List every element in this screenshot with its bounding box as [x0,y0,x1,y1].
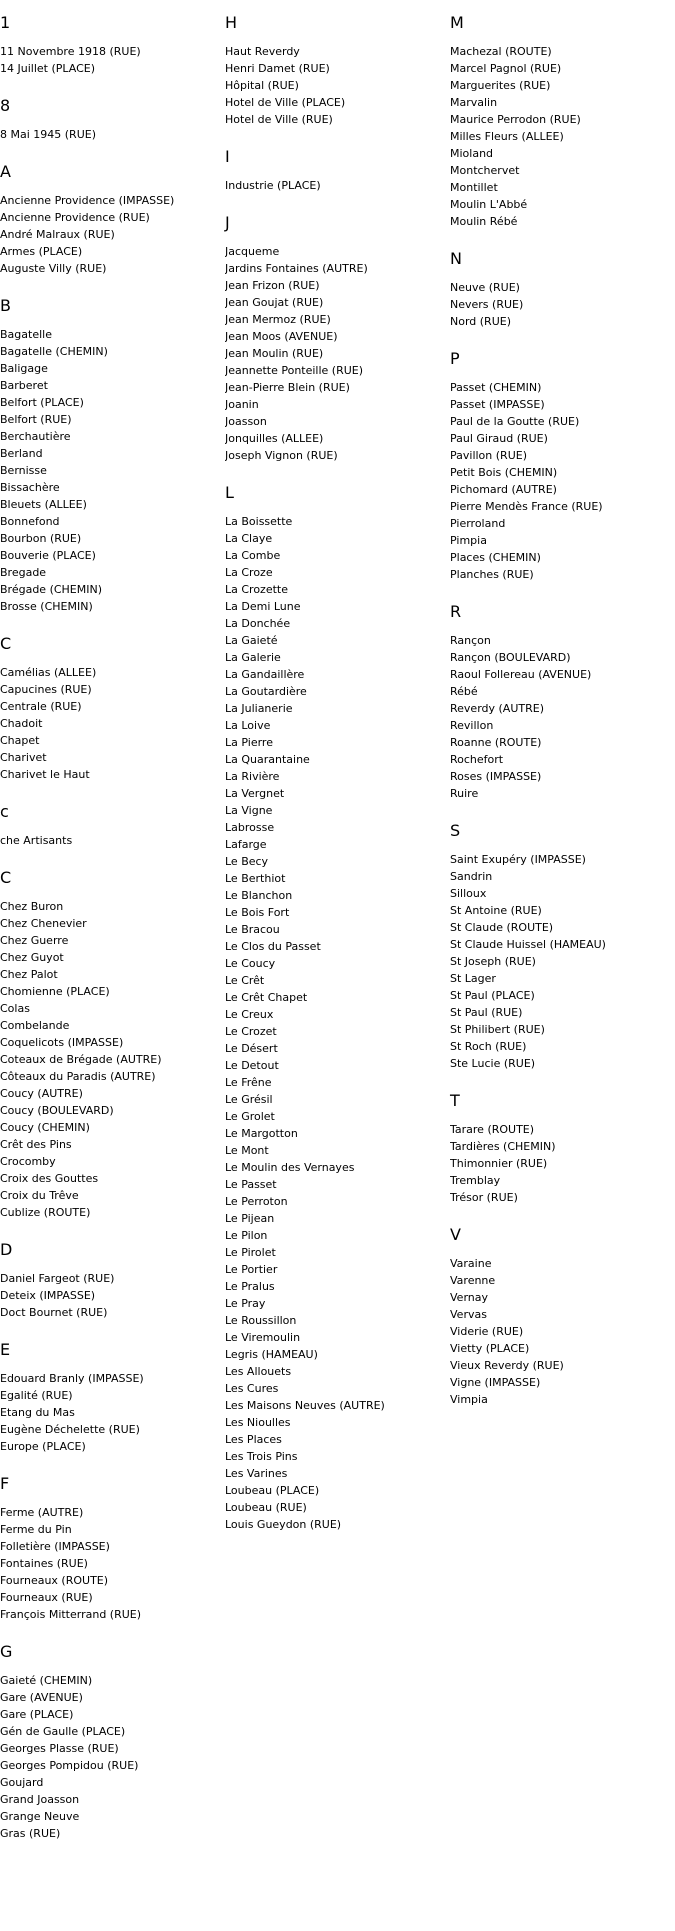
street-name: Vimpia [450,1393,488,1406]
street-name: Vigne (IMPASSE) [450,1376,541,1389]
street-list [225,243,447,464]
street-name: Brosse (CHEMIN) [0,600,93,613]
street-name: Bissachère [0,481,60,494]
street-name: Jean Moulin (RUE) [225,347,324,360]
street-name: Tarare (ROUTE) [450,1123,535,1136]
street-name: La Loive [225,719,271,732]
street-name: Bourbon (RUE) [0,532,82,545]
street-list [0,1370,222,1455]
street-name: Le Pilon [225,1229,268,1242]
street-name: Sandrin [450,870,493,883]
street-name: Fontaines (RUE) [0,1557,88,1570]
street-name: Deteix (IMPASSE) [0,1289,96,1302]
street-name: Combelande [0,1019,70,1032]
street-name: Bregade [0,566,47,579]
street-name: Rançon (BOULEVARD) [450,651,571,664]
street-name: Le Crêt [225,974,265,987]
street-name: Bouverie (PLACE) [0,549,96,562]
street-name: Nevers (RUE) [450,298,524,311]
street-name: Berchautière [0,430,71,443]
street-name: Le Berthiot [225,872,286,885]
street-name: Folletière (IMPASSE) [0,1540,110,1553]
street-name: Charivet le Haut [0,768,90,781]
street-name: Jeannette Ponteille (RUE) [225,364,364,377]
street-name: Edouard Branly (IMPASSE) [0,1372,144,1385]
street-name: André Malraux (RUE) [0,228,115,241]
street-name: Le Clos du Passet [225,940,321,953]
street-list [0,326,222,615]
street-name: Côteaux du Paradis (AUTRE) [0,1070,156,1083]
letter-heading: J [225,213,230,232]
street-name: Tardières (CHEMIN) [450,1140,556,1153]
street-name: Colas [0,1002,30,1015]
street-name: Le Portier [225,1263,278,1276]
street-name: Nord (RUE) [450,315,511,328]
street-name: Jean Frizon (RUE) [225,279,320,292]
street-name: Pierre Mendès France (RUE) [450,500,603,513]
street-name: Ferme du Pin [0,1523,72,1536]
letter-group [0,855,222,1227]
street-name: Coteaux de Brégade (AUTRE) [0,1053,162,1066]
street-name: Le Pray [225,1297,266,1310]
letter-heading: E [0,1340,11,1359]
street-index-column-2 [225,0,447,1539]
street-name: Pierroland [450,517,506,530]
street-name: Jean Goujat (RUE) [225,296,324,309]
street-name: Le Viremoulin [225,1331,301,1344]
street-name: Hôpital (RUE) [225,79,299,92]
letter-group [0,0,222,83]
street-name: St Claude (ROUTE) [450,921,554,934]
street-name: La Rivière [225,770,280,783]
street-name: Pavillon (RUE) [450,449,527,462]
letter-group [0,621,222,789]
letter-heading: V [450,1225,461,1244]
street-name: Petit Bois (CHEMIN) [450,466,558,479]
street-name: Le Désert [225,1042,278,1055]
street-name: Bernisse [0,464,47,477]
street-name: Coucy (AUTRE) [0,1087,83,1100]
street-name: La Donchée [225,617,291,630]
street-name: Croix des Gouttes [0,1172,99,1185]
street-name: Trésor (RUE) [450,1191,518,1204]
street-name: Saint Exupéry (IMPASSE) [450,853,586,866]
street-name: Jonquilles (ALLEE) [225,432,324,445]
street-name: Thimonnier (RUE) [450,1157,548,1170]
street-list [0,664,222,783]
street-name: St Claude Huissel (HAMEAU) [450,938,606,951]
street-name: Joseph Vignon (RUE) [225,449,338,462]
street-name: Georges Plasse (RUE) [0,1742,119,1755]
street-name: La Vigne [225,804,273,817]
street-name: Gén de Gaulle (PLACE) [0,1725,126,1738]
street-name: Le Passet [225,1178,277,1191]
street-name: Le Roussillon [225,1314,297,1327]
letter-group [0,1327,222,1461]
street-name: La Croze [225,566,273,579]
street-name: Joasson [225,415,267,428]
street-list [450,851,672,1072]
street-name: Places (CHEMIN) [450,551,541,564]
street-list [450,632,672,802]
street-list [0,1672,222,1842]
letter-heading: A [0,162,11,181]
letter-group [225,470,447,1539]
street-list [0,1504,222,1623]
letter-heading: S [450,821,461,840]
street-name: Le Coucy [225,957,276,970]
street-name: La Quarantaine [225,753,310,766]
letter-group [450,0,672,236]
street-name: Montchervet [450,164,520,177]
street-name: Lafarge [225,838,267,851]
letter-group [450,808,672,1078]
street-name: Neuve (RUE) [450,281,520,294]
street-name: St Philibert (RUE) [450,1023,545,1036]
street-name: Vervas [450,1308,487,1321]
street-list [0,192,222,277]
street-index-column-1 [0,0,222,1848]
street-name: Tremblay [450,1174,501,1187]
street-list [0,898,222,1221]
street-name: Jacqueme [225,245,280,258]
street-name: Les Varines [225,1467,288,1480]
street-name: Le Bois Fort [225,906,290,919]
street-name: Grange Neuve [0,1810,80,1823]
street-name: Reverdy (AUTRE) [450,702,544,715]
street-name: Haut Reverdy [225,45,300,58]
street-name: Bonnefond [0,515,60,528]
street-name: Joanin [225,398,259,411]
street-name: Barberet [0,379,48,392]
street-name: Le Creux [225,1008,274,1021]
street-name: St Lager [450,972,496,985]
street-name: Cublize (ROUTE) [0,1206,91,1219]
street-list [450,1255,672,1408]
street-name: Belfort (RUE) [0,413,72,426]
street-name: La Goutardière [225,685,307,698]
street-list [450,379,672,583]
street-name: Rochefort [450,753,504,766]
street-name: Le Detout [225,1059,279,1072]
street-list [0,832,222,849]
street-name: Vernay [450,1291,488,1304]
street-name: Les Maisons Neuves (AUTRE) [225,1399,385,1412]
street-name: Ste Lucie (RUE) [450,1057,536,1070]
street-name: Capucines (RUE) [0,683,92,696]
street-name: Etang du Mas [0,1406,75,1419]
street-name: Machezal (ROUTE) [450,45,552,58]
street-name: Paul Giraud (RUE) [450,432,548,445]
street-name: Eugène Déchelette (RUE) [0,1423,140,1436]
street-name: Marvalin [450,96,498,109]
street-name: Le Pijean [225,1212,275,1225]
street-name: Loubeau (PLACE) [225,1484,320,1497]
street-name: Hotel de Ville (PLACE) [225,96,346,109]
street-name: Bagatelle (CHEMIN) [0,345,108,358]
street-name: Henri Damet (RUE) [225,62,330,75]
street-name: Le Margotton [225,1127,298,1140]
street-name: Chez Palot [0,968,58,981]
street-name: Berland [0,447,43,460]
street-name: Roses (IMPASSE) [450,770,542,783]
street-name: Le Crêt Chapet [225,991,308,1004]
street-name: Loubeau (RUE) [225,1501,307,1514]
street-name: Varaine [450,1257,492,1270]
street-name: Mioland [450,147,494,160]
street-name: Vietty (PLACE) [450,1342,530,1355]
letter-group [0,789,222,855]
street-name: Egalité (RUE) [0,1389,73,1402]
street-name: Ancienne Providence (IMPASSE) [0,194,175,207]
street-name: Pichomard (AUTRE) [450,483,557,496]
street-name: Passet (IMPASSE) [450,398,545,411]
street-name: Chomienne (PLACE) [0,985,110,998]
street-name: Croix du Trêve [0,1189,79,1202]
letter-group [225,200,447,470]
street-name: Le Pralus [225,1280,275,1293]
street-name: La Crozette [225,583,288,596]
street-list [450,279,672,330]
letter-heading: 8 [0,96,11,115]
street-list [450,1121,672,1206]
street-name: 11 Novembre 1918 (RUE) [0,45,141,58]
street-name: Marguerites (RUE) [450,79,551,92]
street-list [450,43,672,230]
street-name: Le Bracou [225,923,280,936]
letter-group [225,0,447,134]
street-name: 14 Juillet (PLACE) [0,62,96,75]
street-name: che Artisants [0,834,73,847]
street-name: Roanne (ROUTE) [450,736,542,749]
street-name: Rébé [450,685,478,698]
street-name: Ancienne Providence (RUE) [0,211,150,224]
street-name: Le Crozet [225,1025,277,1038]
letter-heading: M [450,13,464,32]
street-name: Le Grolet [225,1110,275,1123]
letter-heading: P [450,349,460,368]
street-list [225,513,447,1533]
street-name: Gras (RUE) [0,1827,61,1840]
street-name: Le Frêne [225,1076,272,1089]
street-name: Ruire [450,787,479,800]
letter-group [450,1212,672,1414]
street-name: Grand Joasson [0,1793,80,1806]
street-list [0,43,222,77]
street-name: Louis Gueydon (RUE) [225,1518,342,1531]
letter-heading: T [450,1091,460,1110]
street-name: Moulin Rébé [450,215,518,228]
street-name: Legris (HAMEAU) [225,1348,318,1361]
street-name: Les Allouets [225,1365,292,1378]
street-name: François Mitterrand (RUE) [0,1608,142,1621]
street-name: Paul de la Goutte (RUE) [450,415,580,428]
street-name: La Pierre [225,736,273,749]
street-name: Raoul Follereau (AVENUE) [450,668,592,681]
street-name: 8 Mai 1945 (RUE) [0,128,96,141]
letter-heading: c [0,802,9,821]
street-name: St Roch (RUE) [450,1040,527,1053]
street-name: Le Becy [225,855,269,868]
letter-heading: C [0,868,12,887]
letter-heading: H [225,13,238,32]
street-name: Le Perroton [225,1195,288,1208]
street-name: Camélias (ALLEE) [0,666,97,679]
street-name: Belfort (PLACE) [0,396,84,409]
street-name: La Julianerie [225,702,293,715]
street-index-column-3 [450,0,672,1414]
letter-heading: B [0,296,11,315]
street-name: Jean Moos (AVENUE) [225,330,338,343]
street-name: Maurice Perrodon (RUE) [450,113,581,126]
street-name: Georges Pompidou (RUE) [0,1759,139,1772]
street-name: Centrale (RUE) [0,700,82,713]
street-name: Silloux [450,887,487,900]
street-name: Bleuets (ALLEE) [0,498,87,511]
street-name: Chez Buron [0,900,64,913]
street-name: Le Mont [225,1144,269,1157]
letter-heading: I [225,147,230,166]
street-name: St Paul (RUE) [450,1006,523,1019]
street-name: Le Blanchon [225,889,293,902]
street-name: Chadoit [0,717,43,730]
street-name: Coquelicots (IMPASSE) [0,1036,124,1049]
street-name: Les Cures [225,1382,279,1395]
street-name: Gaieté (CHEMIN) [0,1674,93,1687]
street-name: Les Nioulles [225,1416,291,1429]
letter-heading: N [450,249,462,268]
letter-heading: R [450,602,462,621]
street-name: Chez Guyot [0,951,64,964]
street-name: Rançon [450,634,491,647]
letter-heading: G [0,1642,13,1661]
street-name: Industrie (PLACE) [225,179,321,192]
street-name: Crocomby [0,1155,56,1168]
street-name: Chez Guerre [0,934,69,947]
street-list [225,177,447,194]
street-name: Gare (AVENUE) [0,1691,83,1704]
letter-group [0,149,222,283]
letter-group [0,1461,222,1629]
street-name: La Vergnet [225,787,285,800]
street-name: Charivet [0,751,47,764]
street-name: Hotel de Ville (RUE) [225,113,333,126]
letter-heading: 1 [0,13,11,32]
street-name: St Paul (PLACE) [450,989,535,1002]
letter-group [0,283,222,621]
street-name: Armes (PLACE) [0,245,83,258]
street-name: La Gaieté [225,634,278,647]
street-name: La Boissette [225,515,293,528]
street-name: Les Places [225,1433,282,1446]
letter-group [450,1078,672,1212]
street-name: Coucy (CHEMIN) [0,1121,90,1134]
street-name: Crêt des Pins [0,1138,72,1151]
letter-group [450,589,672,808]
street-name: Viderie (RUE) [450,1325,524,1338]
street-name: Revillon [450,719,494,732]
street-name: Les Trois Pins [225,1450,298,1463]
street-name: Jardins Fontaines (AUTRE) [225,262,368,275]
street-name: Pimpia [450,534,487,547]
street-name: Montillet [450,181,498,194]
street-name: Baligage [0,362,48,375]
street-name: La Demi Lune [225,600,301,613]
street-name: Le Pirolet [225,1246,276,1259]
street-list [0,126,222,143]
street-list [225,43,447,128]
street-name: Fourneaux (ROUTE) [0,1574,109,1587]
street-name: Milles Fleurs (ALLEE) [450,130,564,143]
street-name: Jean Mermoz (RUE) [225,313,331,326]
street-name: Auguste Villy (RUE) [0,262,107,275]
street-name: La Galerie [225,651,281,664]
street-name: Europe (PLACE) [0,1440,86,1453]
street-name: Goujard [0,1776,44,1789]
street-name: Jean-Pierre Blein (RUE) [225,381,350,394]
letter-group [450,336,672,589]
letter-group [0,1629,222,1848]
street-name: St Antoine (RUE) [450,904,542,917]
street-list [0,1270,222,1321]
street-name: Labrosse [225,821,275,834]
street-name: La Claye [225,532,273,545]
letter-heading: F [0,1474,10,1493]
street-name: Passet (CHEMIN) [450,381,542,394]
letter-group [225,134,447,200]
street-name: Chapet [0,734,40,747]
street-name: Moulin L'Abbé [450,198,528,211]
street-name: Ferme (AUTRE) [0,1506,84,1519]
letter-heading: D [0,1240,13,1259]
letter-group [0,83,222,149]
street-name: Daniel Fargeot (RUE) [0,1272,115,1285]
street-name: Marcel Pagnol (RUE) [450,62,562,75]
street-name: Le Moulin des Vernayes [225,1161,355,1174]
street-name: Chez Chenevier [0,917,87,930]
street-name: Gare (PLACE) [0,1708,74,1721]
letter-group [450,236,672,336]
street-name: Vieux Reverdy (RUE) [450,1359,564,1372]
street-name: Coucy (BOULEVARD) [0,1104,114,1117]
letter-group [0,1227,222,1327]
street-name: Le Grésil [225,1093,273,1106]
street-name: Fourneaux (RUE) [0,1591,93,1604]
street-name: Doct Bournet (RUE) [0,1306,108,1319]
street-name: Bagatelle [0,328,52,341]
street-name: Planches (RUE) [450,568,534,581]
street-name: St Joseph (RUE) [450,955,536,968]
street-name: La Combe [225,549,281,562]
street-name: Brégade (CHEMIN) [0,583,103,596]
street-name: Varenne [450,1274,496,1287]
street-name: La Gandaillère [225,668,305,681]
letter-heading: L [225,483,234,502]
letter-heading: C [0,634,12,653]
